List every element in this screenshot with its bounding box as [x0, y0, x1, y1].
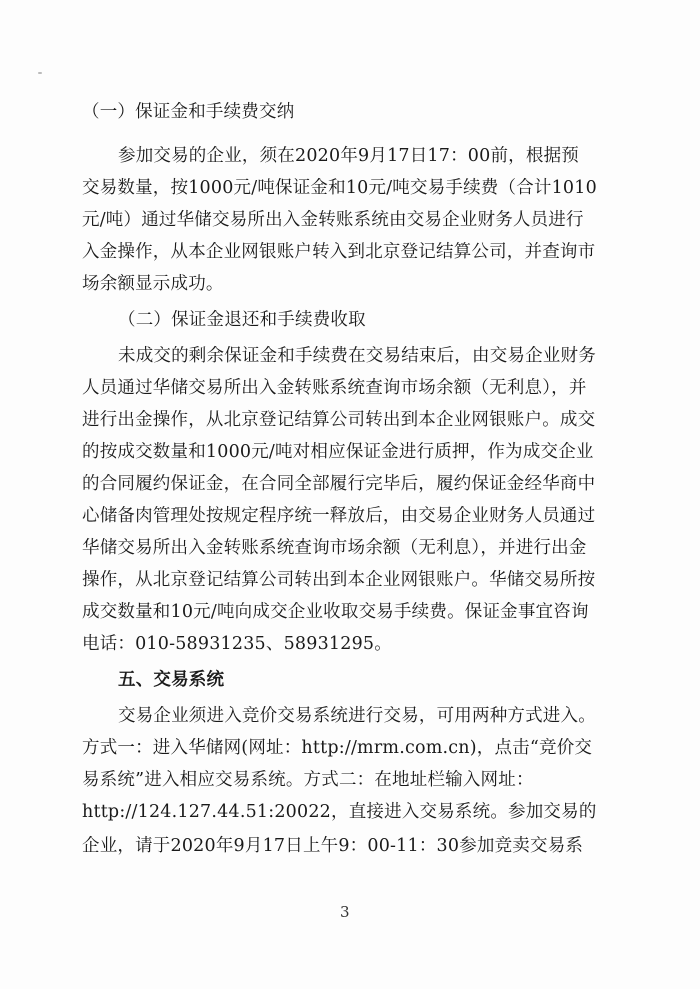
paragraph-line: 未成交的剩余保证金和手续费在交易结束后，由交易企业财务 — [118, 346, 596, 366]
paragraph-line: 元/吨）通过华储交易所出入金转账系统由交易企业财务人员进行 — [82, 210, 584, 230]
section-heading-trading-system: 五、交易系统 — [118, 670, 225, 690]
section-heading-deposit-payment: （一）保证金和手续费交纳 — [82, 102, 295, 122]
paragraph-line: 进行出金操作，从北京登记结算公司转出到本企业网银账户。成交 — [82, 410, 596, 430]
paragraph-line: 人员通过华储交易所出入金转账系统查询市场余额（无利息），并 — [82, 378, 587, 398]
page-number: 3 — [340, 903, 350, 921]
scan-speck — [38, 72, 42, 74]
paragraph-line: 的合同履约保证金，在合同全部履行完毕后，履约保证金经华商中 — [82, 474, 596, 494]
paragraph-line: 操作，从北京登记结算公司转出到本企业网银账户。华储交易所按 — [82, 570, 596, 590]
paragraph-line: 华储交易所出入金转账系统查询市场余额（无利息），并进行出金 — [82, 538, 587, 558]
paragraph-line: 参加交易的企业，须在2020年9月17日17：00前，根据预 — [118, 146, 579, 166]
paragraph-line: 交易数量，按1000元/吨保证金和10元/吨交易手续费（合计1010 — [82, 178, 597, 198]
paragraph-line: 易系统”进入相应交易系统。方式二：在地址栏输入网址： — [82, 770, 534, 790]
section-heading-deposit-refund: （二）保证金退还和手续费收取 — [118, 310, 366, 330]
paragraph-line: 电话：010-58931235、58931295。 — [82, 634, 392, 654]
paragraph-line: 交易企业须进入竞价交易系统进行交易，可用两种方式进入。 — [118, 706, 596, 726]
paragraph-line: http://124.127.44.51:20022，直接进入交易系统。参加交易的 — [82, 802, 597, 822]
paragraph-line: 成交数量和10元/吨向成交企业收取交易手续费。保证金事宜咨询 — [82, 602, 589, 622]
paragraph-line: 方式一：进入华储网(网址：http://mrm.com.cn)，点击“竞价交 — [82, 738, 593, 758]
paragraph-line: 心储备肉管理处按规定程序统一释放后，由交易企业财务人员通过 — [82, 506, 596, 526]
paragraph-line: 的按成交数量和1000元/吨对相应保证金进行质押，作为成交企业 — [82, 442, 594, 462]
paragraph-line: 场余额显示成功。 — [82, 274, 224, 294]
paragraph-line: 企业，请于2020年9月17日上午9：00-11：30参加竞卖交易系 — [82, 836, 584, 856]
paragraph-line: 入金操作，从本企业网银账户转入到北京登记结算公司，并查询市 — [82, 242, 596, 262]
